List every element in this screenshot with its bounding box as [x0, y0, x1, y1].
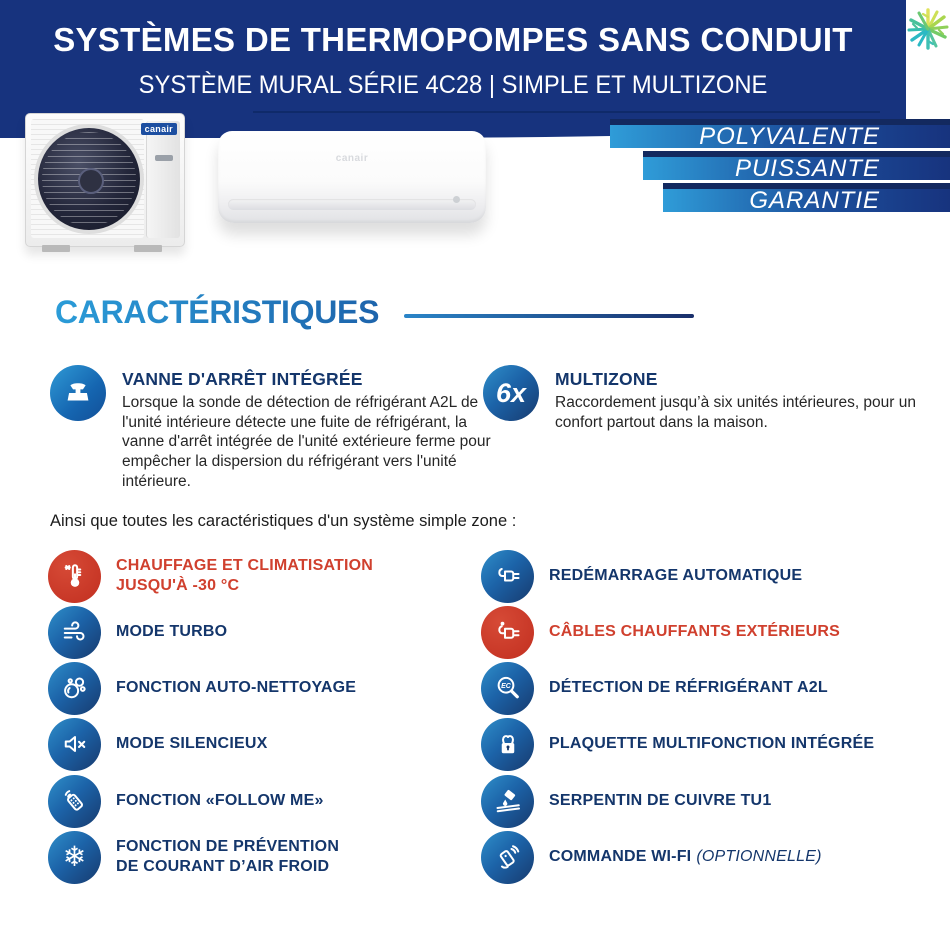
feature-label: MODE TURBO: [116, 623, 228, 640]
indoor-unit-indicator: [453, 196, 460, 203]
feature-heated-cables: [481, 605, 911, 659]
highlight-valve-title: VANNE D'ARRÊT INTÉGRÉE: [122, 369, 363, 389]
feature-turbo: [48, 605, 478, 659]
feature-a2l-detection: [481, 661, 911, 715]
section-heading-rule: [404, 314, 694, 318]
indoor-unit-flap: [228, 199, 476, 210]
outdoor-unit-image: [25, 113, 185, 247]
feature-heating-cooling: [48, 549, 478, 603]
feature-label: FONCTION AUTO-NETTOYAGE: [116, 679, 357, 696]
snowflake-icon: ❄: [48, 831, 101, 884]
highlight-valve: [50, 365, 491, 491]
highlight-multizone: [483, 365, 923, 432]
valve-icon: [50, 365, 106, 421]
thermometer-icon: [48, 550, 101, 603]
feature-wifi-control: [481, 830, 911, 884]
feature-label: CHAUFFAGE ET CLIMATISATION JUSQU'À -30 °C: [116, 557, 374, 594]
feature-label: SERPENTIN DE CUIVRE TU1: [549, 792, 772, 809]
highlight-valve-body: Lorsque la sonde de détection de réfrigérant A2L de l'unité intérieure détecte une fuite de réfrigérant, la vanne d'arrêt intégrée de l'unité extérieure ferme pour empêcher la dispersion du réfrigérant vers l'unité intérieure.: [122, 394, 491, 490]
svg-text:EC: EC: [500, 682, 511, 690]
feature-auto-restart: [481, 549, 911, 603]
outdoor-unit-fan: [38, 128, 140, 230]
brand-badge: canair: [141, 123, 177, 135]
heated-cable-icon: [481, 606, 534, 659]
outdoor-unit-side-panel: [146, 121, 180, 238]
brand-label: canair: [335, 153, 369, 164]
refrigerant-detect-icon: [481, 662, 534, 715]
remote-icon: [48, 775, 101, 828]
feature-label: COMMANDE WI-FI (OPTIONNELLE): [549, 848, 822, 865]
feature-copper-coil: [481, 774, 911, 828]
bubbles-icon: [48, 662, 101, 715]
feature-label-suffix: (OPTIONNELLE): [696, 848, 822, 865]
highlight-multizone-body: Raccordement jusqu’à six unités intérieures, pour un confort partout dans la maison.: [555, 394, 916, 431]
plug-icon: [481, 550, 534, 603]
ribbon-puissante: PUISSANTE: [643, 151, 950, 180]
section-heading: CARACTÉRISTIQUES: [55, 294, 380, 330]
feature-label: FONCTION DE PRÉVENTION DE COURANT D’AIR FROID: [116, 838, 340, 875]
header-banner: [0, 0, 906, 120]
feature-follow-me: [48, 774, 478, 828]
ribbon-polyvalente: POLYVALENTE: [610, 119, 950, 148]
feature-label: DÉTECTION DE RÉFRIGÉRANT A2L: [549, 679, 828, 696]
page-subtitle: SYSTÈME MURAL SÉRIE 4C28 | SIMPLE ET MULTIZONE: [138, 71, 768, 99]
feature-label: REDÉMARRAGE AUTOMATIQUE: [549, 567, 803, 584]
copper-coil-icon: [481, 775, 534, 828]
feature-label: PLAQUETTE MULTIFONCTION INTÉGRÉE: [549, 735, 875, 752]
feature-label: CÂBLES CHAUFFANTS EXTÉRIEURS: [549, 623, 840, 640]
ribbon-garantie: GARANTIE: [663, 183, 950, 212]
intro-line: Ainsi que toutes les caractéristiques d'un système simple zone :: [50, 512, 517, 530]
feature-label: FONCTION «FOLLOW ME»: [116, 792, 324, 809]
lock-icon: [481, 718, 534, 771]
feature-multifunction-board: [481, 717, 911, 771]
mute-icon: [48, 718, 101, 771]
feature-cold-draft-prevention: [48, 830, 478, 884]
wifi-phone-icon: [481, 831, 534, 884]
indoor-unit-image: [218, 131, 486, 223]
feature-silent-mode: [48, 717, 478, 771]
page-title: SYSTÈMES DE THERMOPOMPES SANS CONDUIT: [53, 21, 853, 58]
feature-auto-clean: [48, 661, 478, 715]
subtitle-divider: [253, 111, 880, 113]
highlight-multizone-title: MULTIZONE: [555, 369, 658, 389]
feature-label: MODE SILENCIEUX: [116, 735, 268, 752]
turbo-wind-icon: [48, 606, 101, 659]
6x-badge: 6x: [483, 365, 539, 421]
